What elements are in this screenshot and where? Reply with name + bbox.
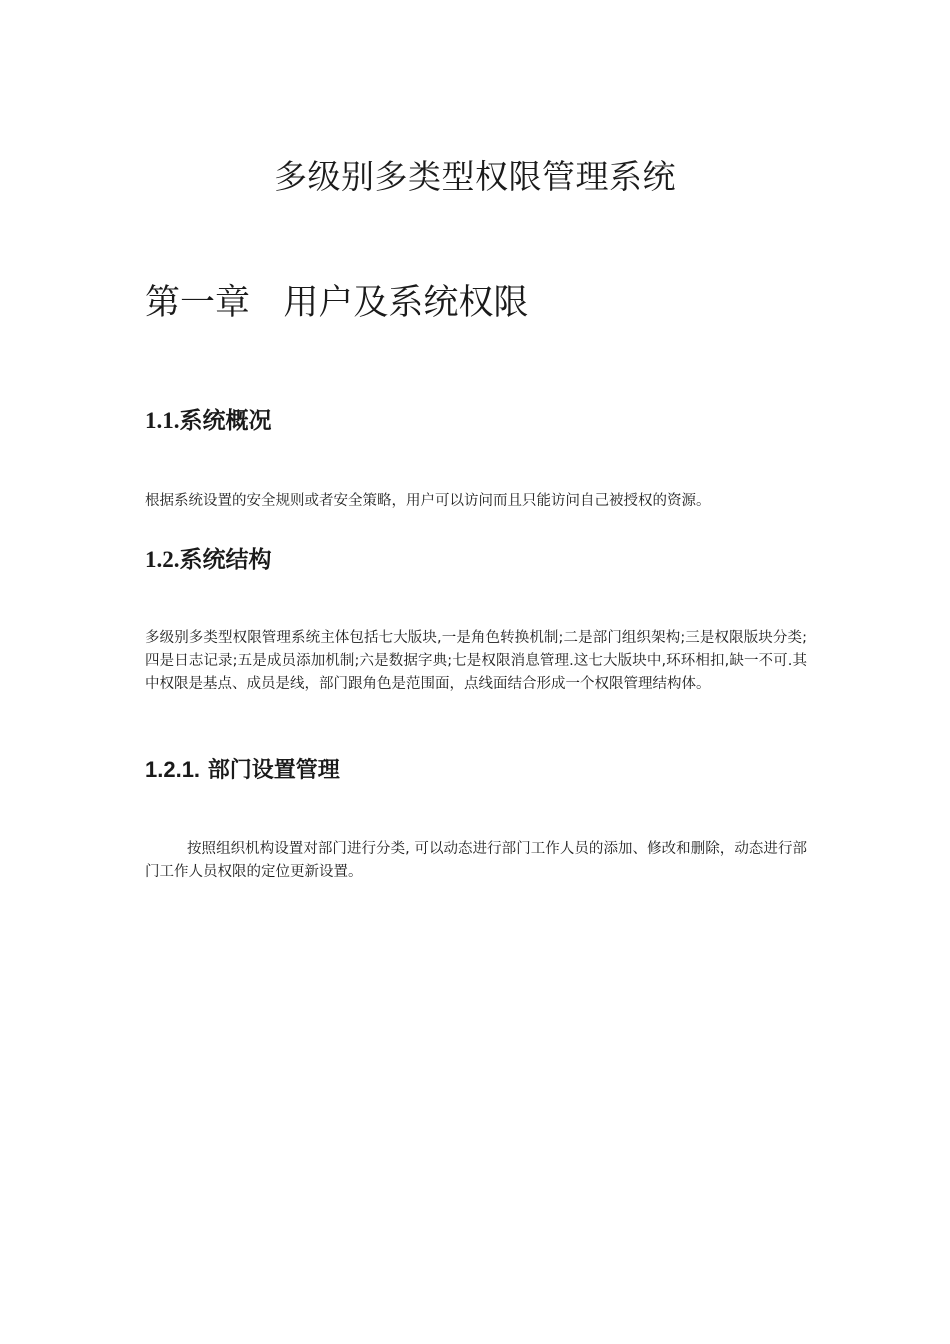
section-heading-1-2 (145, 543, 272, 577)
section-body-1-2: 多级别多类型权限管理系统主体包括七大版块,一是角色转换机制;二是部门组织架构;三是权限版块分类;四是日志记录;五是成员添加机制;六是数据字典;七是权限消息管理.这七大版块中,环环相扣,缺一不可.其中权限是基点、成员是线，部门跟角色是范围面，点线面结合形成一个权限管理结构体。 (145, 630, 807, 692)
section-heading-1-2-1 (145, 753, 340, 788)
section-title-text: 部门设置管理 (207, 758, 340, 783)
section-title-text: 系统结构 (179, 547, 272, 573)
section-title-text: 系统概况 (179, 408, 272, 434)
section-body-1-2-1: 按照组织机构设置对部门进行分类, 可以动态进行部门工作人员的添加、修改和删除，动态进行部门工作人员权限的定位更新设置。 (145, 841, 807, 880)
section-heading-1-1 (145, 404, 272, 438)
document-title: 多级别多类型权限管理系统 (274, 157, 676, 196)
section-number: 1.1. (145, 408, 180, 433)
chapter-title: 第一章 用户及系统权限 (145, 283, 529, 323)
section-number: 1.2. (145, 547, 180, 572)
section-body-1-1: 根据系统设置的安全规则或者安全策略，用户可以访问而且只能访问自己被授权的资源。 (145, 493, 711, 509)
section-number: 1.2.1. (145, 757, 201, 782)
